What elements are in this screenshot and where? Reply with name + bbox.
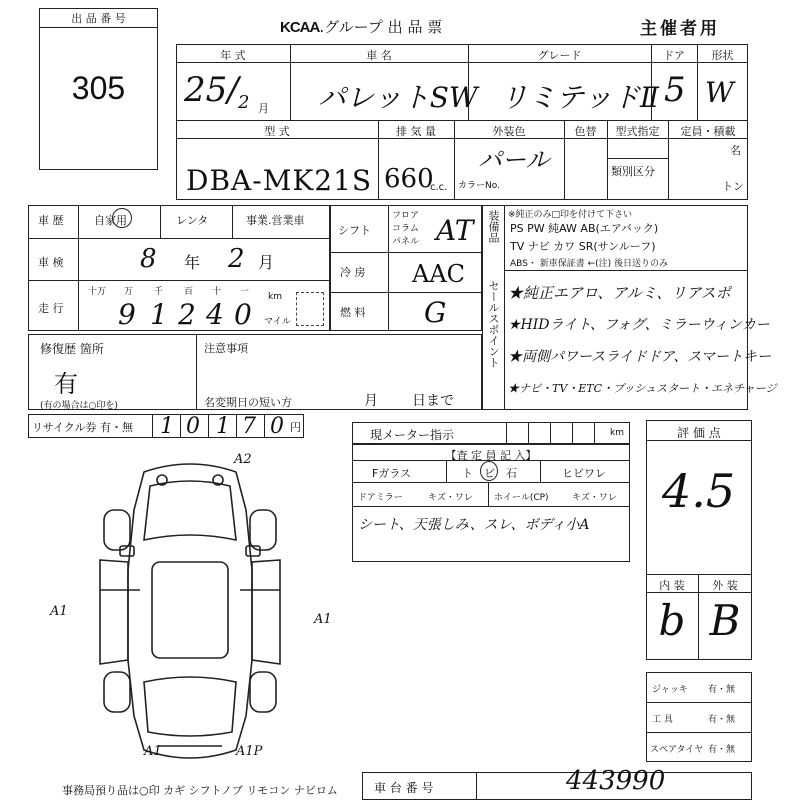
shape-label: 形状 [711, 49, 734, 62]
exterior-color-label: 外装色 [492, 125, 526, 138]
shift-floor: フロア [392, 211, 420, 221]
brand-logo: KCAA [280, 19, 320, 36]
sales-point: ★両側パワースライドドア、スマートキー [508, 349, 772, 365]
interior-value: b [658, 596, 686, 645]
mileage-digit: 0 [234, 298, 252, 331]
sales-point: ★純正エアロ、アルミ、リアスポ [508, 284, 731, 302]
category-label: 類別区分 [611, 165, 655, 178]
mileage-digit-label-10k: 万 [124, 287, 134, 297]
exterior-value: B [709, 596, 741, 645]
mileage-digit: 9 [118, 298, 136, 331]
tools-label: 工 具 [652, 715, 673, 725]
windshield-chip-circled: ビ [484, 467, 495, 480]
meter-label: 現メーター指示 [370, 428, 455, 442]
repair-note: (有の場合は○印を) [40, 401, 118, 411]
inspection-month-unit: 月 [258, 253, 275, 272]
recycle-label: リサイクル券 有・無 [32, 421, 133, 434]
mileage-digit-label-100k: 十万 [88, 287, 107, 297]
cc-unit: c.c. [430, 182, 448, 193]
grade-value: リミテッドⅡ [500, 81, 660, 114]
car-hood [144, 481, 236, 540]
windshield-label: Fガラス [372, 467, 411, 480]
equipment-line-1: PS PW 純AW AB(エアバック) [510, 222, 659, 235]
wheel-label: ホイール(CP) [494, 493, 549, 503]
recycle-unit: 円 [290, 421, 301, 434]
spare-option: 有・無 [708, 745, 736, 755]
windshield-chip: ト [462, 467, 473, 480]
tools-option: 有・無 [708, 715, 736, 725]
name-label: 車 名 [366, 49, 392, 62]
organizer-label: 主催者用 [640, 19, 720, 39]
chip-circle-mark [480, 461, 498, 481]
mileage-digit: 1 [150, 298, 168, 331]
mile-checkbox [296, 292, 324, 326]
chassis-label: 車 台 番 号 [374, 781, 434, 795]
doors-label: ドア [663, 49, 685, 62]
year-label: 年 式 [220, 49, 246, 62]
sales-point: ★HIDライト、フォグ、ミラーウィンカー [508, 317, 770, 333]
type-designation-label: 型式指定 [615, 125, 660, 138]
history-rental: レンタ [176, 214, 209, 227]
exterior-color-value: パール [478, 146, 550, 174]
wheel-front-right [250, 510, 276, 550]
spare-label: スペアタイヤ [650, 745, 704, 755]
mile-label: マイル [264, 317, 291, 327]
mileage-label: 走 行 [38, 302, 64, 315]
wheel-state: キズ・ワレ [572, 493, 617, 503]
repair-label: 修復歴 箇所 [40, 342, 104, 356]
car-name-value: パレットSW [318, 81, 478, 114]
damage-mark-a1-right: A1 [314, 612, 332, 627]
inspector-title: 【査 定 員 記 入】 [445, 449, 537, 462]
wheel-rear-left [104, 672, 130, 712]
equipment-line-3: ABS・ 新車保証書 ←(注) 後日送りのみ [510, 259, 669, 269]
damage-mark-a1p: A1P [236, 744, 263, 759]
score-label: 評 価 点 [677, 426, 721, 440]
km-label: km [268, 292, 282, 302]
history-label: 車 歴 [38, 214, 64, 227]
mileage-digit-label-1k: 千 [154, 287, 164, 297]
door-mirror-label: ドアミラー [358, 493, 403, 503]
fuel-label: 燃 料 [340, 306, 366, 319]
month-unit: 月 [258, 102, 269, 115]
car-left-side [100, 560, 128, 664]
name-change-day: 日まで [412, 393, 454, 409]
ac-label: 冷 房 [340, 266, 366, 279]
car-right-side [252, 560, 280, 664]
recycle-digit: 7 [242, 414, 256, 439]
history-private-circle [112, 208, 132, 228]
model-value: DBA-MK21S [186, 164, 373, 197]
meter-km: km [610, 428, 624, 438]
exterior-label: 外 装 [712, 579, 738, 592]
recycle-digit: 1 [160, 414, 174, 439]
capacity-persons-unit: 名 [730, 144, 741, 157]
ac-value: AAC [412, 260, 466, 288]
inspection-year-unit: 年 [184, 253, 201, 272]
displacement-value: 660 [384, 164, 434, 194]
recycle-digit: 0 [186, 414, 200, 439]
mileage-digit-label-10: 十 [212, 287, 222, 297]
jack-option: 有・無 [708, 685, 736, 695]
sales-point-label: セールスポイント [487, 280, 500, 368]
door-mirror-state: キズ・ワレ [428, 493, 473, 503]
month-value: 2 [238, 92, 250, 113]
color-number-label: カラーNo. [458, 181, 500, 191]
shape-value: W [705, 76, 734, 109]
mileage-digit-label-100: 百 [184, 287, 194, 297]
capacity-label: 定員・積載 [680, 125, 736, 138]
inspection-month: 2 [228, 244, 245, 274]
car-rear-window [144, 677, 236, 736]
damage-mark-a2: A2 [234, 452, 252, 467]
wheel-rear-right [250, 672, 276, 712]
history-private: 自家用 [94, 214, 127, 227]
repair-value: 有 [54, 370, 78, 398]
score-value: 4.5 [662, 464, 736, 518]
office-items: 事務局預り品は○印 カギ シフトノブ リモコン ナビロム [62, 784, 338, 797]
capacity-tons-unit: トン [722, 180, 744, 193]
mileage-digit: 2 [178, 298, 196, 331]
name-change-month: 月 [364, 393, 378, 409]
model-label: 型 式 [264, 125, 290, 138]
shift-panel: パネル [392, 237, 420, 247]
inspection-year: 8 [140, 244, 157, 274]
damage-mark-a1-rear: A1 [144, 744, 162, 759]
recycle-digit: 0 [270, 414, 284, 439]
recycle-digit: 1 [216, 414, 230, 439]
form-title: KCAA.グループ 出 品 票 [280, 18, 443, 36]
color-change-label: 色替 [574, 125, 597, 138]
windshield-crack: ヒビワレ [562, 467, 606, 480]
car-diagram [40, 450, 360, 770]
grade-label: グレード [537, 49, 582, 62]
sales-point: ★ナビ・TV・ETC・プッシュスタート・エネチャージ [508, 382, 777, 395]
car-roof [152, 562, 228, 658]
damage-mark-a1-left: A1 [50, 604, 68, 619]
equipment-label: 装備品 [487, 210, 500, 243]
fuel-value: G [424, 296, 447, 329]
year-value: 25/ [184, 70, 239, 110]
shift-label: シフト [338, 224, 371, 237]
inspection-label: 車 検 [38, 256, 64, 269]
lot-number: 305 [71, 70, 126, 106]
shift-value: AT [436, 214, 474, 247]
jack-label: ジャッキ [652, 685, 688, 695]
history-business: 事業.営業車 [246, 214, 305, 227]
equipment-note: ※純正のみ□印を付けて下さい [508, 210, 633, 220]
equipment-line-2: TV ナビ カワ SR(サンルーフ) [510, 240, 656, 253]
mileage-digit: 4 [206, 298, 224, 331]
notice-label: 注意事項 [204, 342, 248, 355]
lot-number-label: 出 品 番 号 [71, 12, 126, 25]
interior-label: 内 装 [659, 579, 685, 592]
windshield-stone: 石 [506, 467, 517, 480]
inspector-comment: シート、天張しみ、スレ、ボディ小A [358, 517, 590, 533]
chassis-number: 443990 [566, 766, 666, 796]
name-change-label: 名変期日の短い方 [204, 396, 292, 409]
wheel-front-left [104, 510, 130, 550]
shift-column: コラム [392, 224, 419, 234]
displacement-label: 排 気 量 [396, 125, 436, 138]
mileage-digit-label-1: 一 [240, 287, 250, 297]
doors-value: 5 [664, 70, 686, 110]
